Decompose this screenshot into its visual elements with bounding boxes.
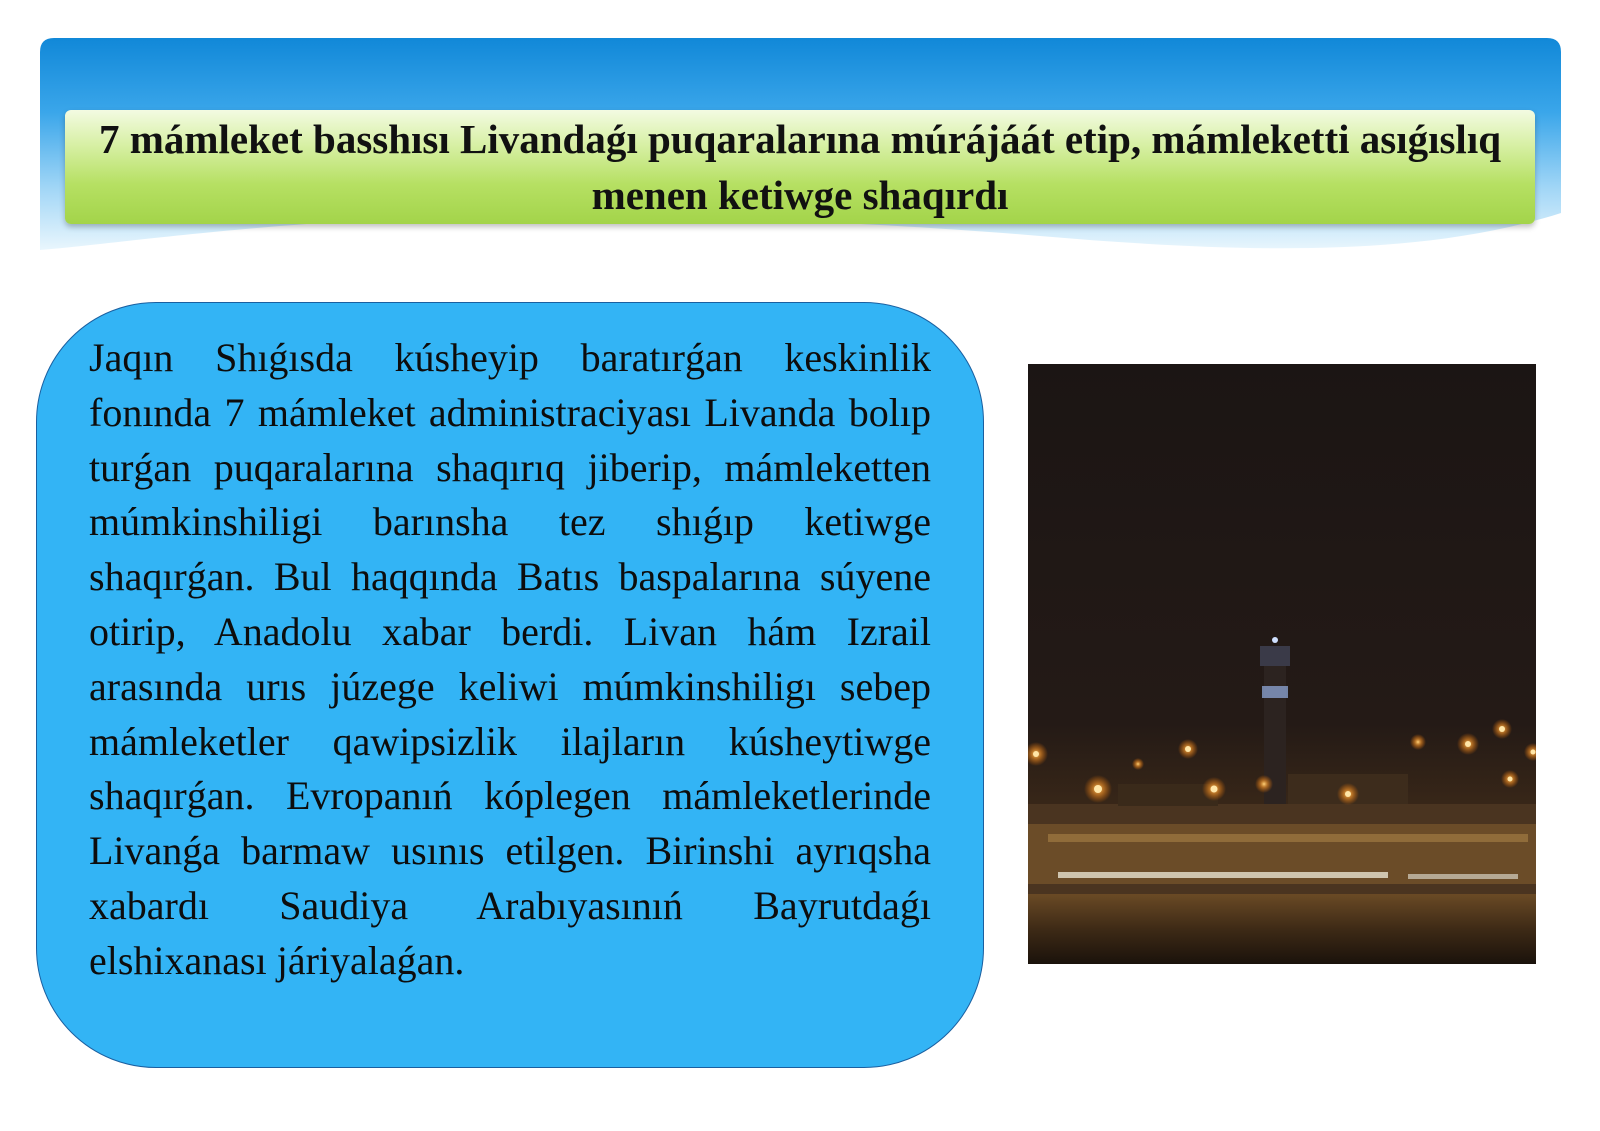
airport-photo-illustration bbox=[1028, 364, 1536, 964]
title-box bbox=[65, 110, 1535, 224]
airport-night-photo bbox=[1028, 364, 1536, 964]
title-banner bbox=[40, 38, 1561, 268]
body-paragraph: Jaqın Shıǵısda kúsheyip baratırǵan keskinlik fonında 7 mámleket administraciyası Livanda bolıp turǵan puqaralarına shaqırıq jiberip, mámleketten múmkinshiligi barınsha tez shıǵıp ketiwge shaqırǵan. Bul haqqında Batıs baspalarına súyene otirip, Anadolu xabar berdi. Livan hám Izrail arasında urıs júzege keliwi múmkinshiligı sebep mámleketler qawipsizlik ilajların kúsheytiwge shaqırǵan. Evropanıń kóplegen mámleketlerinde Livanǵa barmaw usınıs etilgen. Birinshi ayrıqsha xabardı Saudiya Arabıyasınıń Bayrutdaǵı elshixanası járiyalaǵan. bbox=[89, 335, 931, 983]
text-panel bbox=[36, 302, 984, 1068]
slide-title: 7 mámleket basshısı Livandaǵı puqaralarına múrájáát etip, mámleketti asıǵıslıq menen ketiwge shaqırdı bbox=[98, 116, 1502, 218]
